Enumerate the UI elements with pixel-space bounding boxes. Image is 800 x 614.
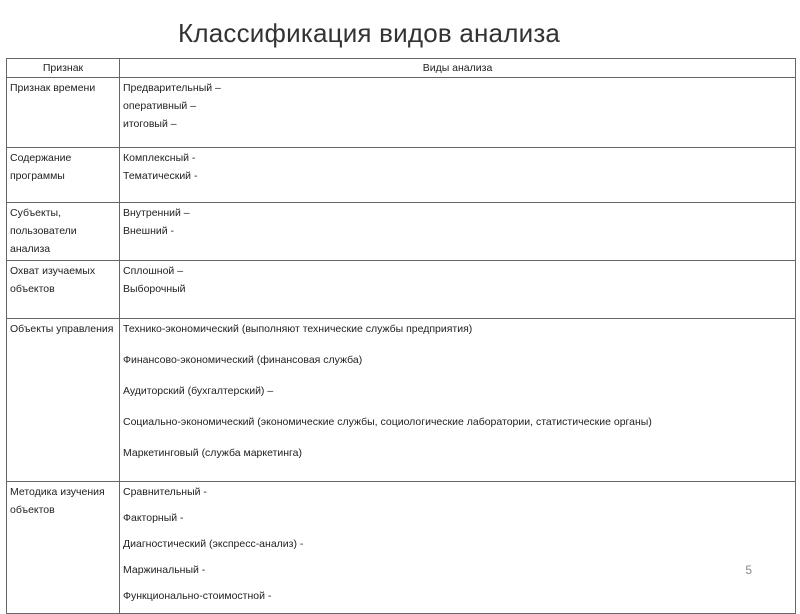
analysis-type: Внутренний – xyxy=(123,207,190,219)
classification-table xyxy=(6,58,796,614)
table-row xyxy=(7,148,796,203)
analysis-type: Аудиторский (бухгалтерский) – xyxy=(123,385,274,397)
analysis-type: Социально-экономический (экономические службы, социологические лаборатории, статистические органы) xyxy=(123,416,652,428)
criterion-cell: Охват изучаемых объектов xyxy=(7,261,120,319)
analysis-type: Выборочный xyxy=(123,283,186,295)
analysis-type: Предварительный – xyxy=(123,82,221,94)
table-row xyxy=(7,78,796,148)
types-cell xyxy=(120,319,796,482)
types-cell xyxy=(120,482,796,614)
analysis-type: Комплексный - xyxy=(123,152,196,164)
types-cell xyxy=(120,78,796,148)
analysis-type: Сравнительный - xyxy=(123,486,207,498)
types-cell xyxy=(120,148,796,203)
types-cell xyxy=(120,203,796,261)
analysis-type: оперативный – xyxy=(123,100,197,112)
analysis-type: Маржинальный - xyxy=(123,564,206,576)
table-row xyxy=(7,261,796,319)
criterion-cell: Методика изучения объектов xyxy=(7,482,120,614)
analysis-type: Функционально-стоимостной - xyxy=(123,590,272,602)
table-row xyxy=(7,203,796,261)
table-header-row xyxy=(7,59,796,78)
analysis-type: Диагностический (экспресс-анализ) - xyxy=(123,538,304,550)
analysis-type: Факторный - xyxy=(123,512,184,524)
analysis-type: Технико-экономический (выполняют технические службы предприятия) xyxy=(123,323,473,335)
header-analysis-types: Виды анализа xyxy=(120,59,796,78)
criterion-cell: Признак времени xyxy=(7,78,120,148)
page-number: 5 xyxy=(745,563,752,577)
header-criterion: Признак xyxy=(7,59,120,78)
analysis-type: Маркетинговый (служба маркетинга) xyxy=(123,447,302,459)
analysis-type: итоговый – xyxy=(123,118,177,130)
table-row xyxy=(7,482,796,614)
analysis-type: Сплошной – xyxy=(123,265,184,277)
analysis-type: Внешний - xyxy=(123,225,175,237)
criterion-cell: Объекты управления xyxy=(7,319,120,482)
analysis-type: Тематический - xyxy=(123,170,198,182)
criterion-cell: Субъекты, пользователи анализа xyxy=(7,203,120,261)
types-cell xyxy=(120,261,796,319)
analysis-type: Финансово-экономический (финансовая служба) xyxy=(123,354,363,366)
criterion-cell: Содержание программы xyxy=(7,148,120,203)
slide-title: Классификация видов анализа xyxy=(178,18,561,48)
table-row xyxy=(7,319,796,482)
